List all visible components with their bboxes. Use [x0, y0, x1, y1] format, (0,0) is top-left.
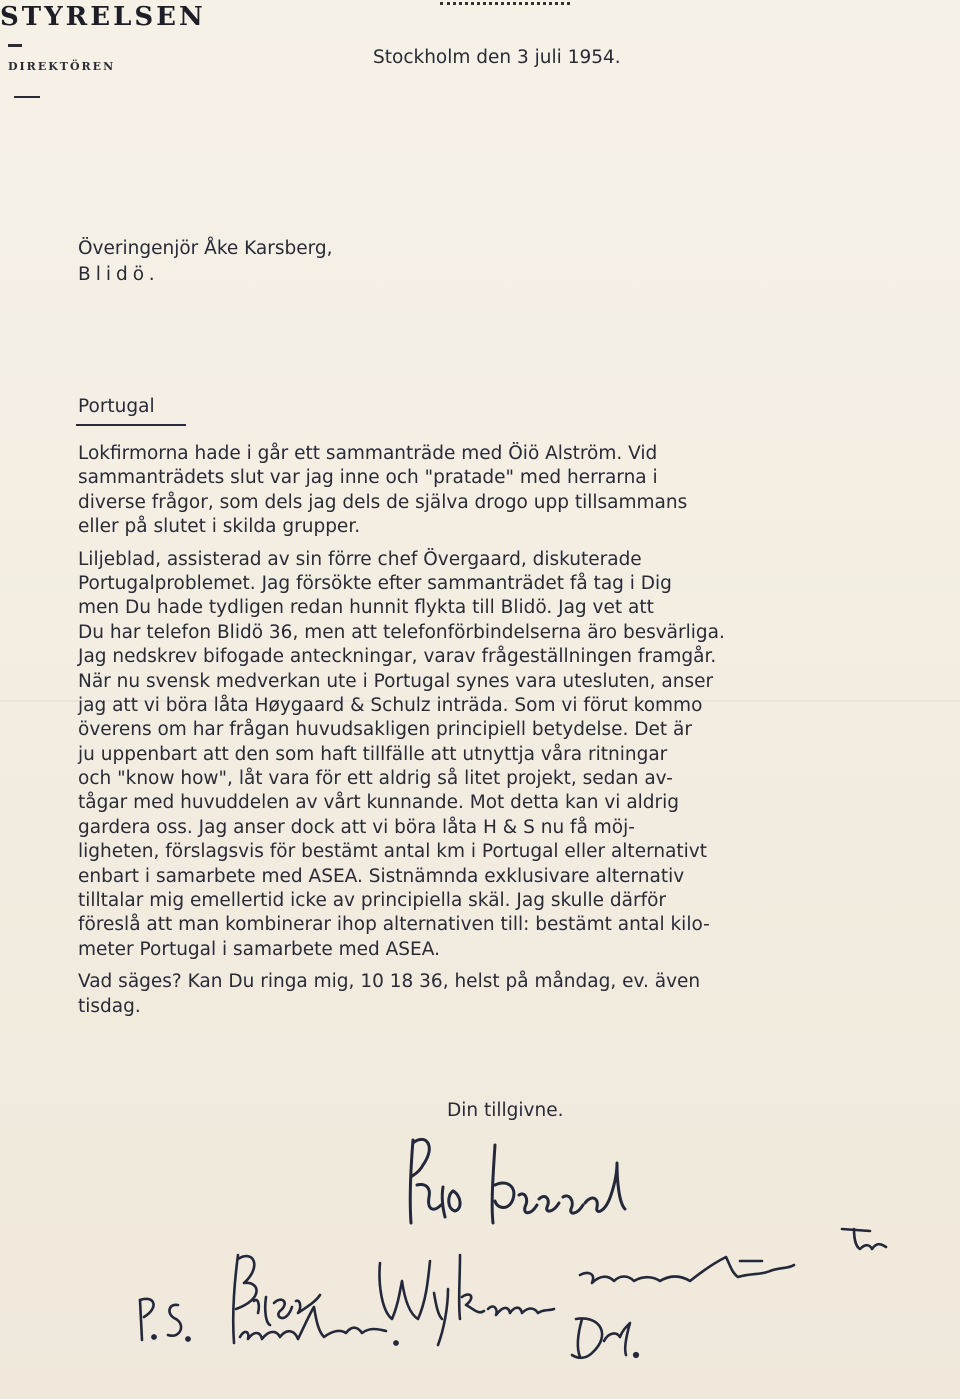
subject-underline	[76, 424, 186, 426]
letter-body	[78, 442, 938, 1019]
body-line: ju uppenbart att den som haft tillfälle att utnyttja våra ritningar	[78, 743, 668, 765]
letterhead-rule	[14, 96, 40, 98]
body-line: föreslå att man kombinerar ihop alternativen till: bestämt antal kilo-	[78, 914, 710, 936]
recipient-name: Överingenjör Åke Karsberg,	[78, 238, 333, 259]
top-edge-mark	[440, 2, 570, 11]
body-line: ligheten, förslagsvis för bestämt antal km i Portugal eller alternativt	[78, 841, 708, 863]
letterhead-department: DIREKTÖREN	[8, 60, 116, 73]
handwritten-postscript	[130, 1215, 890, 1365]
body-line: Jag nedskrev bifogade anteckningar, varav frågeställningen framgår.	[78, 646, 717, 668]
body-line: överens om har frågan huvudsakligen principiell betydelse. Det är	[78, 719, 692, 741]
letterhead-organization: STYRELSEN	[0, 2, 206, 32]
body-line: tilltalar mig emellertid icke av principiella skäl. Jag skulle därför	[78, 890, 667, 912]
body-line: Du har telefon Blidö 36, men att telefonförbindelserna äro besvärliga.	[78, 621, 725, 643]
body-line: sammanträdets slut var jag inne och "pratade" med herrarna i	[78, 467, 658, 489]
body-line: enbart i samarbete med ASEA. Sistnämnda exklusivare alternativ	[78, 865, 685, 887]
body-line: När nu svensk medverkan ute i Portugal synes vara utesluten, anser	[78, 670, 714, 692]
date-line: Stockholm den 3 juli 1954.	[373, 47, 621, 68]
subject-heading: Portugal	[78, 396, 155, 417]
body-line: Portugalproblemet. Jag försökte efter sammanträdet få tag i Dig	[78, 572, 672, 594]
recipient-location: Blidö.	[78, 264, 160, 285]
body-line: Lokfirmorna hade i går ett sammanträde med Öiö Alström. Vid	[78, 443, 658, 464]
body-line: tågar med huvuddelen av vårt kunnande. Mot detta kan vi aldrig	[78, 792, 680, 814]
body-line: men Du hade tydligen redan hunnit flykta till Blidö. Jag vet att	[78, 597, 654, 619]
body-line: eller på slutet i skilda grupper.	[78, 516, 361, 538]
body-line: gardera oss. Jag anser dock att vi böra låta H & S nu få möj-	[78, 816, 635, 838]
body-line: Vad säges? Kan Du ringa mig, 10 18 36, helst på måndag, ev. även	[78, 971, 701, 993]
body-line: diverse frågor, som dels jag dels de själva drogo upp tillsammans	[78, 491, 688, 513]
body-line: tisdag.	[78, 995, 141, 1017]
body-line: och "know how", låt vara för ett aldrig så litet projekt, sedan av-	[78, 768, 673, 790]
body-line: Liljeblad, assisterad av sin förre chef Övergaard, diskuterade	[78, 548, 642, 570]
closing-phrase: Din tillgivne.	[447, 1100, 564, 1121]
body-line: jag att vi böra låta Høygaard & Schulz inträda. Som vi förut kommo	[78, 694, 703, 716]
body-line: meter Portugal i samarbete med ASEA.	[78, 938, 440, 960]
letterhead-dash	[8, 44, 22, 47]
